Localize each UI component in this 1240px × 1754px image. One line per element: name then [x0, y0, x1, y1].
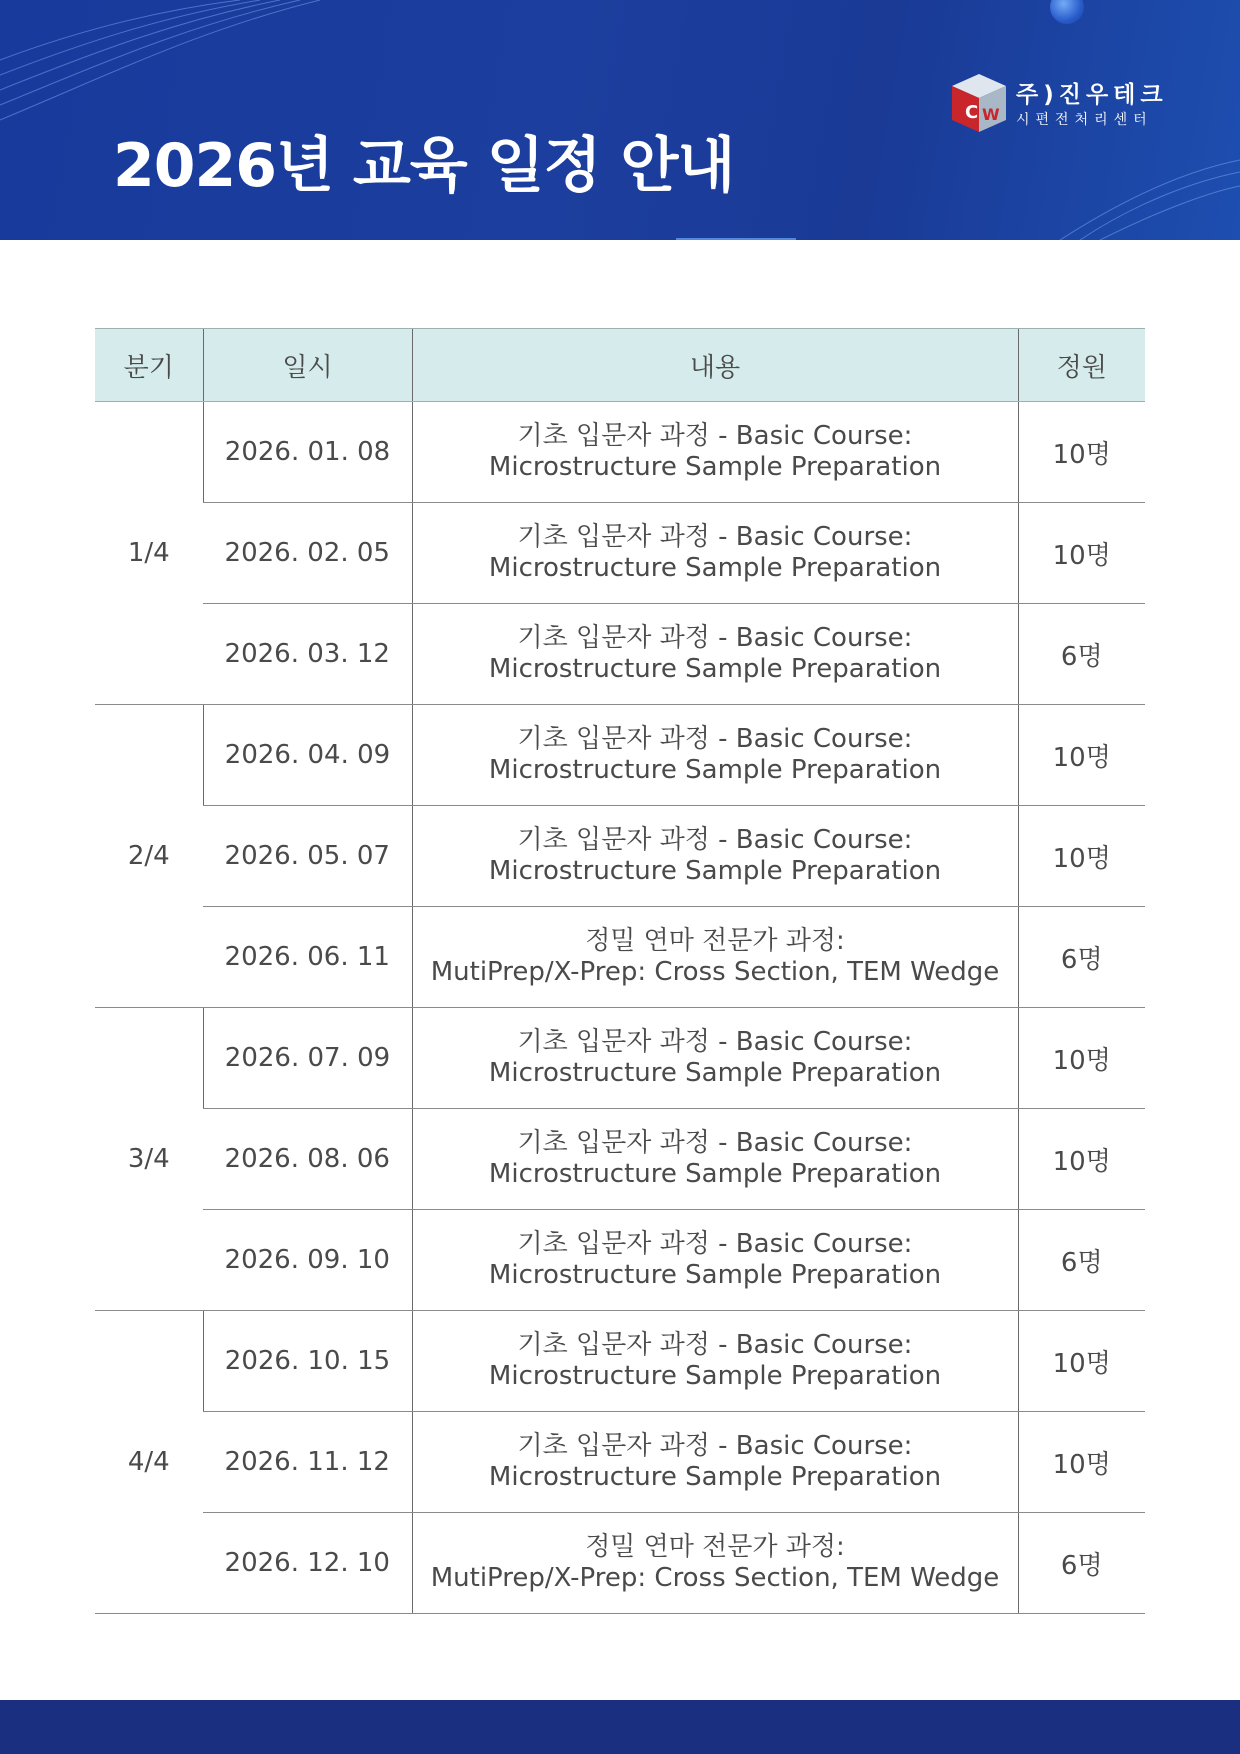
content-line-1: 정밀 연마 전문가 과정: [585, 926, 845, 956]
content-cell [412, 503, 1018, 604]
table-row [95, 1513, 1145, 1614]
company-subtitle: 시편전처리센터 [1016, 112, 1153, 128]
content-cell [412, 1513, 1018, 1614]
date-cell: 2026. 10. 15 [203, 1311, 412, 1412]
capacity-cell: 10명 [1018, 1412, 1145, 1513]
content-line-1: 기초 입문자 과정 - Basic Course: [517, 1128, 913, 1158]
content-line-2: Microstructure Sample Preparation [488, 856, 942, 886]
content-cell [412, 402, 1018, 503]
content-line-2: Microstructure Sample Preparation [488, 1260, 942, 1290]
capacity-cell: 6명 [1018, 907, 1145, 1008]
table-row [95, 1210, 1145, 1311]
cube-cw-logo-icon [948, 72, 1010, 134]
svg-text:W: W [982, 105, 1000, 124]
content-line-2: Microstructure Sample Preparation [488, 553, 942, 583]
date-cell: 2026. 02. 05 [203, 503, 412, 604]
quarter-cell: 3/4 [95, 1008, 203, 1311]
date-cell: 2026. 09. 10 [203, 1210, 412, 1311]
table-row [95, 1109, 1145, 1210]
highlight-line [676, 238, 796, 240]
content-cell [412, 1008, 1018, 1109]
content-line-1: 기초 입문자 과정 - Basic Course: [517, 1431, 913, 1461]
content-line-2: MutiPrep/X-Prep: Cross Section, TEM Wedge [430, 1563, 1000, 1593]
capacity-cell: 10명 [1018, 1311, 1145, 1412]
schedule-table [95, 328, 1145, 1614]
company-logo [948, 72, 1168, 140]
content-cell [412, 1311, 1018, 1412]
date-cell: 2026. 05. 07 [203, 806, 412, 907]
content-line-1: 기초 입문자 과정 - Basic Course: [517, 421, 913, 451]
content-line-1: 기초 입문자 과정 - Basic Course: [517, 724, 913, 754]
quarter-cell: 2/4 [95, 705, 203, 1008]
content-cell [412, 1109, 1018, 1210]
quarter-cell: 4/4 [95, 1311, 203, 1614]
content-line-1: 기초 입문자 과정 - Basic Course: [517, 623, 913, 653]
quarter-cell: 1/4 [95, 402, 203, 705]
date-cell: 2026. 03. 12 [203, 604, 412, 705]
table-row [95, 1008, 1145, 1109]
date-cell: 2026. 06. 11 [203, 907, 412, 1008]
column-header-content: 내용 [412, 329, 1018, 402]
content-cell [412, 604, 1018, 705]
date-cell: 2026. 08. 06 [203, 1109, 412, 1210]
capacity-cell: 10명 [1018, 1008, 1145, 1109]
table-row [95, 1311, 1145, 1412]
capacity-cell: 10명 [1018, 1109, 1145, 1210]
date-cell: 2026. 01. 08 [203, 402, 412, 503]
page-title: 2026년 교육 일정 안내 [113, 131, 735, 201]
column-header-quarter: 분기 [95, 329, 203, 402]
date-cell: 2026. 07. 09 [203, 1008, 412, 1109]
content-line-2: Microstructure Sample Preparation [488, 1058, 942, 1088]
capacity-cell: 6명 [1018, 1210, 1145, 1311]
svg-text:C: C [965, 102, 979, 123]
content-line-2: Microstructure Sample Preparation [488, 452, 942, 482]
date-cell: 2026. 12. 10 [203, 1513, 412, 1614]
capacity-cell: 10명 [1018, 503, 1145, 604]
content-line-1: 정밀 연마 전문가 과정: [585, 1532, 845, 1562]
footer-bar [0, 1700, 1240, 1754]
content-line-2: Microstructure Sample Preparation [488, 1361, 942, 1391]
table-row [95, 907, 1145, 1008]
table-row [95, 402, 1145, 503]
content-line-1: 기초 입문자 과정 - Basic Course: [517, 522, 913, 552]
content-cell [412, 1412, 1018, 1513]
column-header-capacity: 정원 [1018, 329, 1145, 402]
column-header-date: 일시 [203, 329, 412, 402]
capacity-cell: 10명 [1018, 806, 1145, 907]
content-line-2: Microstructure Sample Preparation [488, 755, 942, 785]
table-row [95, 705, 1145, 806]
content-line-2: Microstructure Sample Preparation [488, 1159, 942, 1189]
capacity-cell: 6명 [1018, 1513, 1145, 1614]
content-line-1: 기초 입문자 과정 - Basic Course: [517, 1027, 913, 1057]
capacity-cell: 6명 [1018, 604, 1145, 705]
table-header-row [95, 329, 1145, 402]
content-line-2: Microstructure Sample Preparation [488, 1462, 942, 1492]
content-cell [412, 907, 1018, 1008]
table-row [95, 806, 1145, 907]
table-row [95, 1412, 1145, 1513]
content-line-1: 기초 입문자 과정 - Basic Course: [517, 1330, 913, 1360]
header-banner [0, 0, 1240, 240]
capacity-cell: 10명 [1018, 402, 1145, 503]
content-line-1: 기초 입문자 과정 - Basic Course: [517, 825, 913, 855]
content-line-2: MutiPrep/X-Prep: Cross Section, TEM Wedge [430, 957, 1000, 987]
table-row [95, 503, 1145, 604]
capacity-cell: 10명 [1018, 705, 1145, 806]
table-row [95, 604, 1145, 705]
content-line-2: Microstructure Sample Preparation [488, 654, 942, 684]
date-cell: 2026. 04. 09 [203, 705, 412, 806]
date-cell: 2026. 11. 12 [203, 1412, 412, 1513]
company-name: 주)진우테크 [1016, 82, 1168, 108]
content-line-1: 기초 입문자 과정 - Basic Course: [517, 1229, 913, 1259]
content-cell [412, 806, 1018, 907]
content-cell [412, 705, 1018, 806]
content-cell [412, 1210, 1018, 1311]
